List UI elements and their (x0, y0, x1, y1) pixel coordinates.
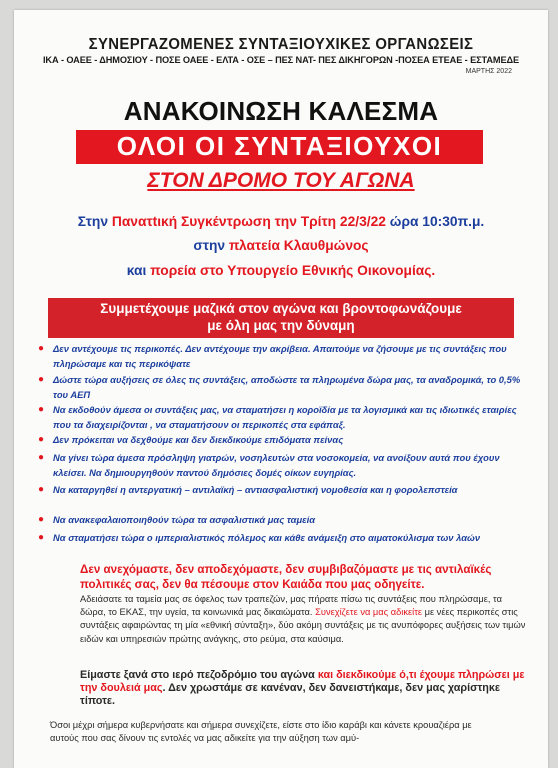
call-to-action-line: με όλη μας την δύναμη (207, 318, 355, 333)
closing-lead: Δεν ανεχόμαστε, δεν αποδεχόμαστε, δεν συμβιβαζόμαστε με τις αντιλαϊκές πολιτικές σας, δεν θα πέσουμε στον Καιάδα που μας οδηγείτε. (80, 563, 492, 591)
info-text: και (126, 263, 151, 278)
info-text: ώρα 10:30π.μ. (385, 214, 485, 229)
member-organizations: ΙΚΑ - ΟΑΕΕ - ΔΗΜΟΣΙΟΥ - ΠΟΣΕ ΟΑΕΕ - ΕΛΤΑ - ΟΣΕ – ΠΕΣ ΝΑΤ- ΠΕΣ ΔΙΚΗΓΟΡΩΝ -ΠΟΣΕΑ ΕΤΕΑΕ - ΕΣΤΑΜΕΔΕ (42, 55, 520, 65)
demand-item: ● Να ανακεφαλαιοποιηθούν τώρα τα ασφαλιστικά μας ταμεία (38, 513, 524, 528)
place-highlight: πλατεία Κλαυθμώνος (228, 238, 369, 253)
bullet-icon: ● (38, 532, 45, 543)
march-line (14, 263, 548, 278)
event-place-line (14, 238, 548, 253)
call-to-action-box (48, 298, 514, 338)
demand-item: ● Να γίνει τώρα άμεσα πρόσληψη γιατρών, νοσηλευτών στα νοσοκομεία, να ανοίξουν αυτά που έχουν κλείσει. Να δημιουργηθούν παντού δημόσιες δομές οίκων ευγηρίας. (38, 452, 500, 478)
bullet-icon: ● (38, 484, 45, 495)
closing-paragraph: Αδειάσατε τα ταμεία μας σε όφελος των τραπεζών, μας πήρατε πίσω τις συντάξεις που πληρώσαμε, τα δώρα, το ΕΚΑΣ, την υγεία, τα κοινωνικά μας δικαιώματα. Συνεχίζετε να μας αδικείτε με νέες περικοπές στις συντάξεις αφαιρώντας τη μία «εθνική σύνταξη», δύο ακόμη συντάξεις με τις ανυπόφορες αυξήσεις των τιμών ειδών και υπηρεσιών πρώτης ανάγκης, στο ρεύμα, στα καύσιμα. (80, 594, 526, 644)
bullet-icon: ● (38, 343, 45, 354)
demand-item: ● Να σταματήσει τώρα ο ιμπεριαλιστικός πόλεμος και κάθε ανάμειξη στο αιματοκύλισμα των λαών (38, 531, 524, 546)
closing-paragraph: Όσοι μέχρι σήμερα κυβερνήσατε και σήμερα συνεχίζετε, είστε στο ίδιο καράβι και κάνετε κρουαζιέρα με αυτούς που σας δίνουν τις εντολές να μας αδικείτε για την αύξηση των αμύ- (50, 720, 472, 744)
march-highlight: πορεία στο Υπουργείο Εθνικής Οικονομίας. (150, 263, 436, 278)
headline-banner: ΟΛΟΙ ΟΙ ΣΥΝΤΑΞΙΟΥΧΟΙ (76, 130, 483, 164)
demand-item: ● Δεν πρόκειται να δεχθούμε και δεν διεκδικούμε επιδόματα πείνας (38, 433, 524, 448)
bullet-icon: ● (38, 434, 45, 445)
event-time-line (14, 214, 548, 229)
closing-highlight: και διεκδικούμε ό,τι έχουμε πληρώσει με την δουλειά μας (80, 669, 525, 695)
call-to-action-line: Συμμετέχουμε μαζικά στον αγώνα και βροντοφωνάζουμε (100, 301, 462, 316)
bullet-icon: ● (38, 514, 45, 525)
headline-subtitle: ΣΤΟΝ ΔΡΟΜΟ ΤΟΥ ΑΓΩΝΑ (147, 169, 415, 192)
organization-title: ΣΥΝΕΡΓΑΖΟΜΕΝΕΣ ΣΥΝΤΑΞΙΟΥΧΙΚΕΣ ΟΡΓΑΝΩΣΕΙΣ (88, 36, 474, 53)
issue-date: ΜΑΡΤΗΣ 2022 (465, 68, 512, 75)
announcement-heading: ΑΝΑΚΟΙΝΩΣΗ ΚΑΛΕΣΜΑ (123, 96, 439, 126)
demand-item: ● Δώστε τώρα αυξήσεις σε όλες τις συντάξεις, αποδώστε τα πληρωμένα δώρα μας, τα αναδρομικά, το 0,5% του ΑΕΠ (38, 374, 521, 400)
demand-item: ● Να εκδοθούν άμεσα οι συντάξεις μας, να σταματήσει η κοροϊδία με τα λογισμικά και τις ιδιωτικές εταιρίες που τα διαχειρίζονται , να σταματήσουν οι περικοπές στα εφάπαξ. (38, 404, 517, 430)
bullet-icon: ● (38, 452, 45, 463)
demand-item: ● Δεν αντέχουμε τις περικοπές. Δεν αντέχουμε την ακρίβεια. Απαιτούμε να ζήσουμε με τις συντάξεις που πληρώσαμε και τις περικόψατε (38, 343, 507, 369)
event-highlight: Πανατtική Συγκέντρωση την Τρίτη 22/3/22 (111, 214, 386, 229)
info-text: Στην (77, 214, 112, 229)
info-text: στην (193, 238, 229, 253)
closing-paragraph: Είμαστε ξανά στο ιερό πεζοδρόμιο του αγώνα και διεκδικούμε ό,τι έχουμε πληρώσει με την δουλειά μας. Δεν χρωστάμε σε κανέναν, δεν δανειστήκαμε, δεν μας χαρίστηκε τίποτε. (80, 669, 525, 708)
closing-highlight: Συνεχίζετε να μας αδικείτε (315, 607, 423, 618)
flyer-page (14, 10, 548, 768)
bullet-icon: ● (38, 404, 45, 415)
bullet-icon: ● (38, 374, 45, 385)
demand-item: ● Να καταργηθεί η αντεργατική – αντιλαϊκή – αντιασφαλιστική νομοθεσία και η φορολεπστεία (38, 483, 524, 498)
